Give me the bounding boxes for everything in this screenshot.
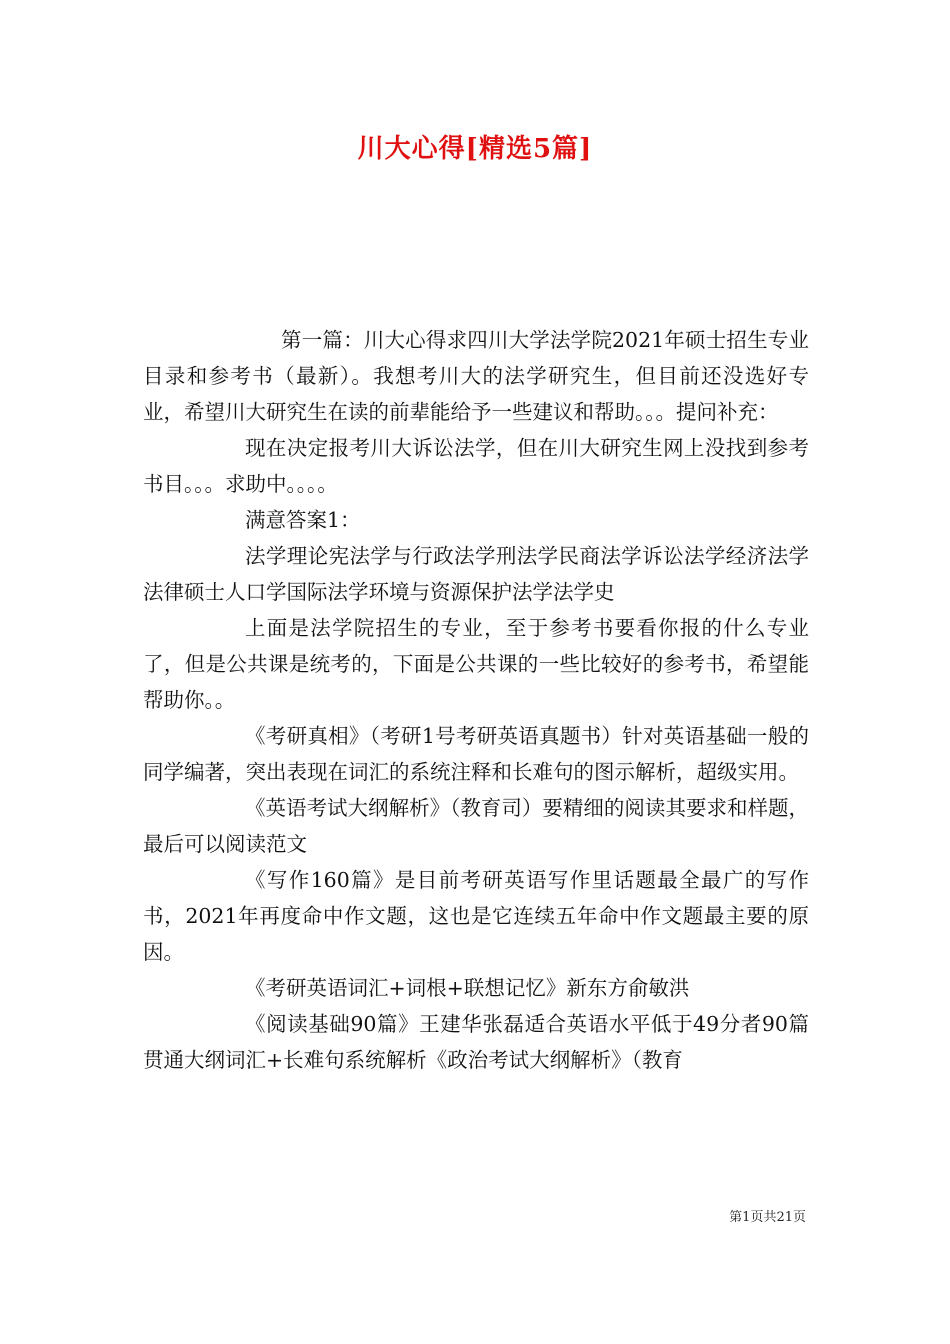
paragraph-book-2: 《英语考试大纲解析》（教育司）要精细的阅读其要求和样题，最后可以阅读范文 (143, 796, 809, 856)
paragraph-answer-label: 满意答案1： (245, 508, 361, 532)
paragraph-intro: 上面是法学院招生的专业，至于参考书要看你报的什么专业了，但是公共课是统考的，下面是公共课的一些比较好的参考书，希望能帮助你。。 (143, 616, 809, 712)
document-title: 川大心得[精选5篇] (357, 134, 593, 164)
paragraph-majors: 法学理论宪法学与行政法学刑法学民商法学诉讼法学经济法学法律硕士人口学国际法学环境与资源保护法学法学史 (143, 544, 809, 604)
paragraph-supplement: 现在决定报考川大诉讼法学，但在川大研究生网上没找到参考书目。。。求助中。。。。 (143, 436, 809, 496)
paragraph-question: 第一篇：川大心得求四川大学法学院2021年硕士招生专业目录和参考书（最新）。我想考川大的法学研究生，但目前还没选好专业，希望川大研究生在读的前辈能给予一些建议和帮助。。。提问补充： (143, 328, 809, 424)
paragraph-book-5: 《阅读基础90篇》王建华张磊适合英语水平低于49分者90篇贯通大纲词汇+长难句系统解析《政治考试大纲解析》（教育 (143, 1012, 809, 1072)
paragraph-book-3: 《写作160篇》是目前考研英语写作里话题最全最广的写作书，2021年再度命中作文题，这也是它连续五年命中作文题最主要的原因。 (143, 868, 809, 964)
page-number: 第1页共21页 (729, 1210, 806, 1225)
paragraph-book-4: 《考研英语词汇+词根+联想记忆》新东方俞敏洪 (245, 976, 690, 1000)
document-body (143, 322, 809, 1078)
paragraph-book-1: 《考研真相》（考研1号考研英语真题书）针对英语基础一般的同学编著，突出表现在词汇的系统注释和长难句的图示解析，超级实用。 (143, 724, 809, 784)
